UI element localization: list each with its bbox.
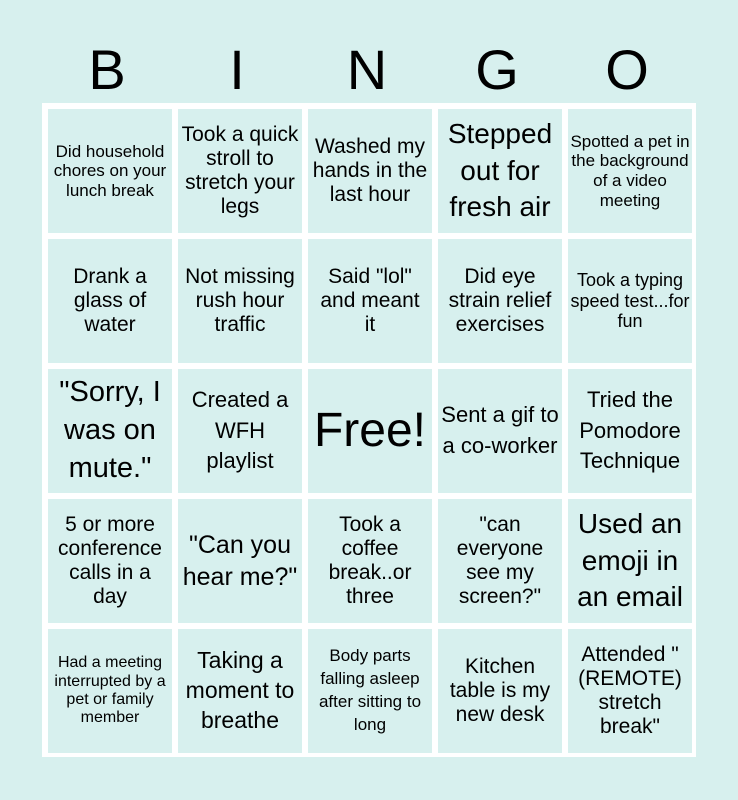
bingo-cell[interactable]: [438, 629, 562, 753]
header-letter-g: G: [475, 38, 519, 101]
bingo-cell[interactable]: [568, 109, 692, 233]
bingo-cell[interactable]: [178, 629, 302, 753]
cell-text: Washed my hands in the last hour: [312, 134, 428, 207]
bingo-cell[interactable]: [568, 499, 692, 623]
cell-text: 5 or more conference calls in a day: [58, 512, 162, 609]
cell-text: "Can you hear me?": [182, 530, 298, 591]
bingo-cell[interactable]: [438, 369, 562, 493]
cell-text: Free!: [313, 404, 427, 458]
bingo-cell[interactable]: [178, 239, 302, 363]
bingo-board: [42, 103, 696, 757]
header-letter-b: B: [88, 38, 126, 101]
bingo-cell[interactable]: [48, 109, 172, 233]
bingo-cell[interactable]: [48, 239, 172, 363]
cell-text: Kitchen table is my new desk: [449, 654, 551, 727]
cell-text: Stepped out for fresh air: [447, 118, 553, 223]
cell-text: Had a meeting interrupted by a pet or family member: [54, 654, 166, 727]
bingo-cell[interactable]: [308, 109, 432, 233]
cell-text: "can everyone see my screen?": [456, 512, 544, 609]
bingo-cell[interactable]: [308, 239, 432, 363]
cell-text: Did eye strain relief exercises: [448, 264, 552, 337]
bingo-cell[interactable]: [308, 629, 432, 753]
bingo-cell[interactable]: [308, 499, 432, 623]
bingo-cell[interactable]: [438, 499, 562, 623]
bingo-cell[interactable]: [568, 369, 692, 493]
cell-text: "Sorry, I was on mute.": [59, 376, 161, 484]
bingo-cell[interactable]: [48, 629, 172, 753]
bingo-header: [42, 38, 696, 102]
cell-text: Said "lol" and meant it: [320, 264, 420, 337]
cell-text: Took a quick stroll to stretch your legs: [181, 122, 299, 219]
bingo-cell[interactable]: [178, 499, 302, 623]
cell-text: Taking a moment to breathe: [185, 647, 295, 733]
bingo-cell[interactable]: [568, 629, 692, 753]
cell-text: Body parts falling asleep after sitting to long: [318, 646, 422, 734]
cell-text: Used an emoji in an email: [577, 508, 683, 613]
header-letter-i: I: [229, 38, 245, 101]
bingo-cell[interactable]: [178, 369, 302, 493]
cell-text: Not missing rush hour traffic: [185, 264, 295, 337]
cell-text: Attended "(REMOTE) stretch break": [578, 642, 682, 739]
bingo-cell[interactable]: [568, 239, 692, 363]
cell-text: Took a typing speed test...for fun: [570, 269, 690, 332]
cell-text: Drank a glass of water: [73, 264, 147, 337]
bingo-cell-free[interactable]: [308, 369, 432, 493]
header-letter-n: N: [346, 38, 388, 101]
cell-text: Took a coffee break..or three: [328, 512, 412, 609]
cell-text: Spotted a pet in the background of a video meeting: [570, 131, 690, 210]
bingo-cell[interactable]: [438, 109, 562, 233]
bingo-cell[interactable]: [438, 239, 562, 363]
cell-text: Tried the Pomodore Technique: [579, 386, 681, 474]
bingo-cell[interactable]: [48, 369, 172, 493]
bingo-cell[interactable]: [178, 109, 302, 233]
cell-text: Did household chores on your lunch break: [53, 141, 167, 200]
header-letter-o: O: [605, 38, 649, 101]
cell-text: Created a WFH playlist: [191, 386, 289, 474]
bingo-cell[interactable]: [48, 499, 172, 623]
cell-text: Sent a gif to a co-worker: [441, 402, 559, 458]
